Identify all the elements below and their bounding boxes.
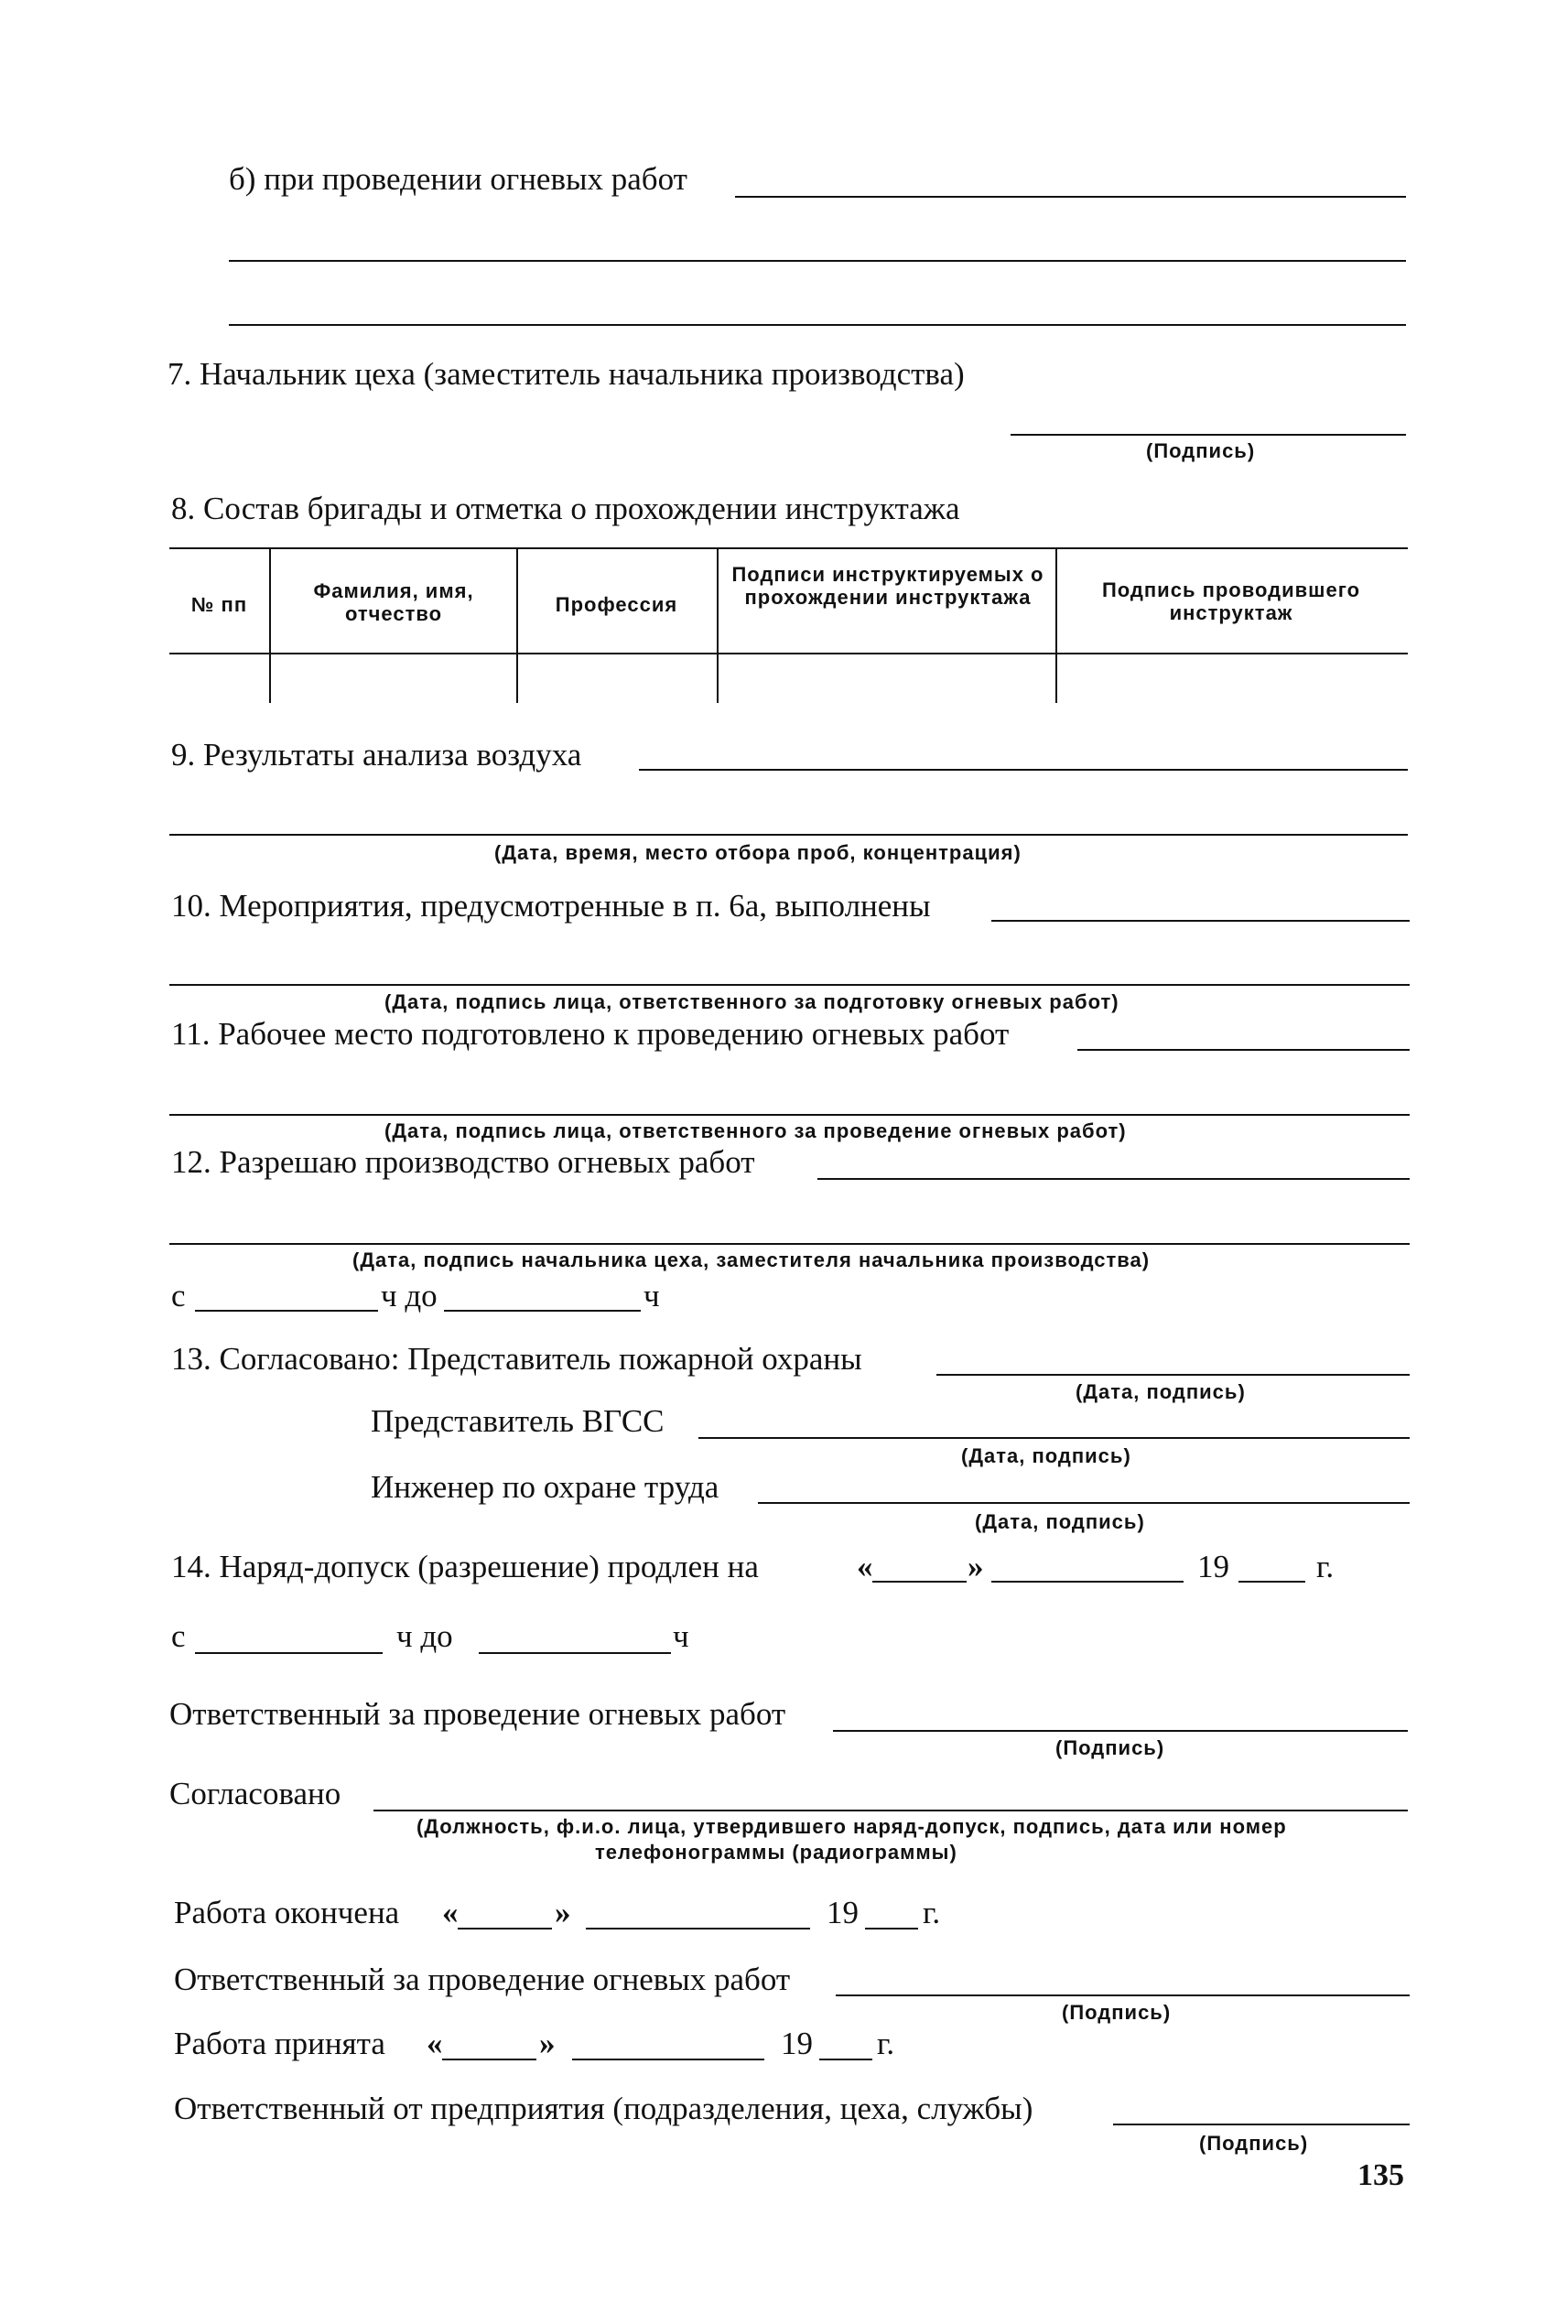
item-14-hour-label: ч — [673, 1618, 689, 1654]
table-header-instructor-signature: Подпись проводившего инструктаж — [1101, 578, 1361, 624]
page-number: 135 — [1357, 2158, 1404, 2192]
item-7-label: 7. Начальник цеха (заместитель начальника производства) — [168, 356, 965, 392]
item-12-line-2[interactable] — [169, 1243, 1410, 1245]
item-14-from-label: с — [171, 1618, 186, 1654]
item-9-line[interactable] — [639, 769, 1408, 771]
table-top-border — [169, 547, 1408, 549]
item-12-label: 12. Разрешаю производство огневых работ — [171, 1144, 755, 1180]
fire-protection-rep-line[interactable] — [936, 1374, 1410, 1376]
responsible-1-sign-caption: (Подпись) — [1055, 1736, 1165, 1759]
responsible-2-label: Ответственный за проведение огневых работ — [174, 1962, 791, 1997]
agreed-caption-2: телефонограммы (радиограммы) — [595, 1841, 957, 1864]
agreed-label: Согласовано — [169, 1776, 341, 1811]
item-6b-label: б) при проведении огневых работ — [229, 161, 687, 197]
work-done-day-field[interactable] — [458, 1928, 552, 1929]
work-accepted-day-field[interactable] — [442, 2059, 536, 2060]
item-10-caption: (Дата, подпись лица, ответственного за подготовку огневых работ) — [384, 990, 1119, 1013]
item-14-quote-close: » — [968, 1549, 984, 1584]
table-col-divider — [269, 547, 271, 703]
item-12-caption: (Дата, подпись начальника цеха, заместителя начальника производства) — [352, 1248, 1151, 1271]
responsible-2-line[interactable] — [836, 1994, 1410, 1996]
item-14-day-field[interactable] — [872, 1581, 967, 1583]
table-header-num: № пп — [190, 593, 248, 616]
item-6b-line[interactable] — [735, 196, 1406, 198]
item-14-label: 14. Наряд-допуск (разрешение) продлен на — [171, 1549, 759, 1584]
work-done-year-field[interactable] — [865, 1928, 918, 1929]
work-done-month-field[interactable] — [586, 1928, 810, 1929]
item-10-line-2[interactable] — [169, 984, 1410, 986]
work-done-quote-close: » — [555, 1895, 571, 1930]
item-12-from-hour-field[interactable] — [195, 1310, 378, 1312]
work-done-label: Работа окончена — [174, 1895, 400, 1930]
item-10-line[interactable] — [991, 920, 1410, 922]
table-col-divider — [717, 547, 719, 703]
item-14-to-hour-field[interactable] — [479, 1652, 671, 1654]
responsible-3-label: Ответственный от предприятия (подразделения, цеха, службы) — [174, 2091, 1033, 2126]
responsible-1-label: Ответственный за проведение огневых работ — [169, 1696, 786, 1732]
table-header-border — [169, 653, 1408, 654]
item-14-quote-open: « — [857, 1549, 873, 1584]
work-done-year-suffix: г. — [923, 1895, 941, 1930]
safety-engineer-label: Инженер по охране труда — [371, 1469, 719, 1505]
item-12-to-hour-field[interactable] — [444, 1310, 641, 1312]
item-12-hour-to-label: ч до — [381, 1278, 438, 1313]
responsible-3-sign-caption: (Подпись) — [1199, 2132, 1309, 2155]
item-12-line[interactable] — [817, 1178, 1410, 1180]
item-12-hour-label: ч — [643, 1278, 660, 1313]
item-7-signature-line[interactable] — [1011, 434, 1406, 436]
safety-engineer-line[interactable] — [758, 1502, 1410, 1504]
table-header-name: Фамилия, имя, отчество — [313, 579, 474, 625]
item-11-caption: (Дата, подпись лица, ответственного за проведение огневых работ) — [384, 1119, 1127, 1142]
table-header-trainee-signatures: Подписи инструктируемых о прохождении инструктажа — [731, 563, 1044, 609]
item-14-from-hour-field[interactable] — [195, 1652, 383, 1654]
vgss-rep-label: Представитель ВГСС — [371, 1403, 665, 1439]
work-accepted-quote-close: » — [539, 2026, 556, 2061]
item-13-caption-3: (Дата, подпись) — [975, 1510, 1145, 1533]
work-accepted-year-field[interactable] — [819, 2059, 872, 2060]
work-accepted-quote-open: « — [427, 2026, 443, 2061]
work-done-quote-open: « — [442, 1895, 459, 1930]
item-13-caption-2: (Дата, подпись) — [961, 1444, 1131, 1467]
table-col-divider — [1055, 547, 1057, 703]
agreed-line[interactable] — [373, 1810, 1408, 1811]
item-10-label: 10. Мероприятия, предусмотренные в п. 6а, выполнены — [171, 888, 931, 924]
item-13-caption-1: (Дата, подпись) — [1076, 1380, 1246, 1403]
responsible-2-sign-caption: (Подпись) — [1062, 2001, 1172, 2024]
item-14-year-field[interactable] — [1238, 1581, 1305, 1583]
work-accepted-month-field[interactable] — [572, 2059, 764, 2060]
responsible-3-line[interactable] — [1113, 2124, 1410, 2125]
table-header-profession: Профессия — [555, 593, 678, 616]
item-7-sign-caption: (Подпись) — [1146, 439, 1256, 462]
vgss-rep-line[interactable] — [698, 1437, 1410, 1439]
item-14-year-suffix: г. — [1316, 1549, 1335, 1584]
work-accepted-year-prefix: 19 — [781, 2026, 813, 2061]
item-9-line-2[interactable] — [169, 834, 1408, 836]
item-6b-line-2[interactable] — [229, 260, 1406, 262]
item-11-line[interactable] — [1077, 1049, 1410, 1051]
table-col-divider — [516, 547, 518, 703]
item-11-label: 11. Рабочее место подготовлено к проведению огневых работ — [171, 1016, 1010, 1052]
work-done-year-prefix: 19 — [827, 1895, 859, 1930]
item-11-line-2[interactable] — [169, 1114, 1410, 1116]
item-14-year-prefix: 19 — [1197, 1549, 1229, 1584]
item-9-label: 9. Результаты анализа воздуха — [171, 737, 582, 773]
responsible-1-line[interactable] — [833, 1730, 1408, 1732]
item-13-label: 13. Согласовано: Представитель пожарной охраны — [171, 1341, 862, 1377]
item-14-hour-to-label: ч до — [396, 1618, 453, 1654]
item-8-label: 8. Состав бригады и отметка о прохождении инструктажа — [171, 491, 960, 526]
work-accepted-label: Работа принята — [174, 2026, 385, 2061]
work-accepted-year-suffix: г. — [877, 2026, 895, 2061]
item-9-caption: (Дата, время, место отбора проб, концентрация) — [494, 841, 1022, 864]
item-12-from-label: с — [171, 1278, 186, 1313]
item-14-month-field[interactable] — [991, 1581, 1184, 1583]
item-6b-line-3[interactable] — [229, 324, 1406, 326]
agreed-caption-1: (Должность, ф.и.о. лица, утвердившего наряд-допуск, подпись, дата или номер — [416, 1815, 1287, 1838]
